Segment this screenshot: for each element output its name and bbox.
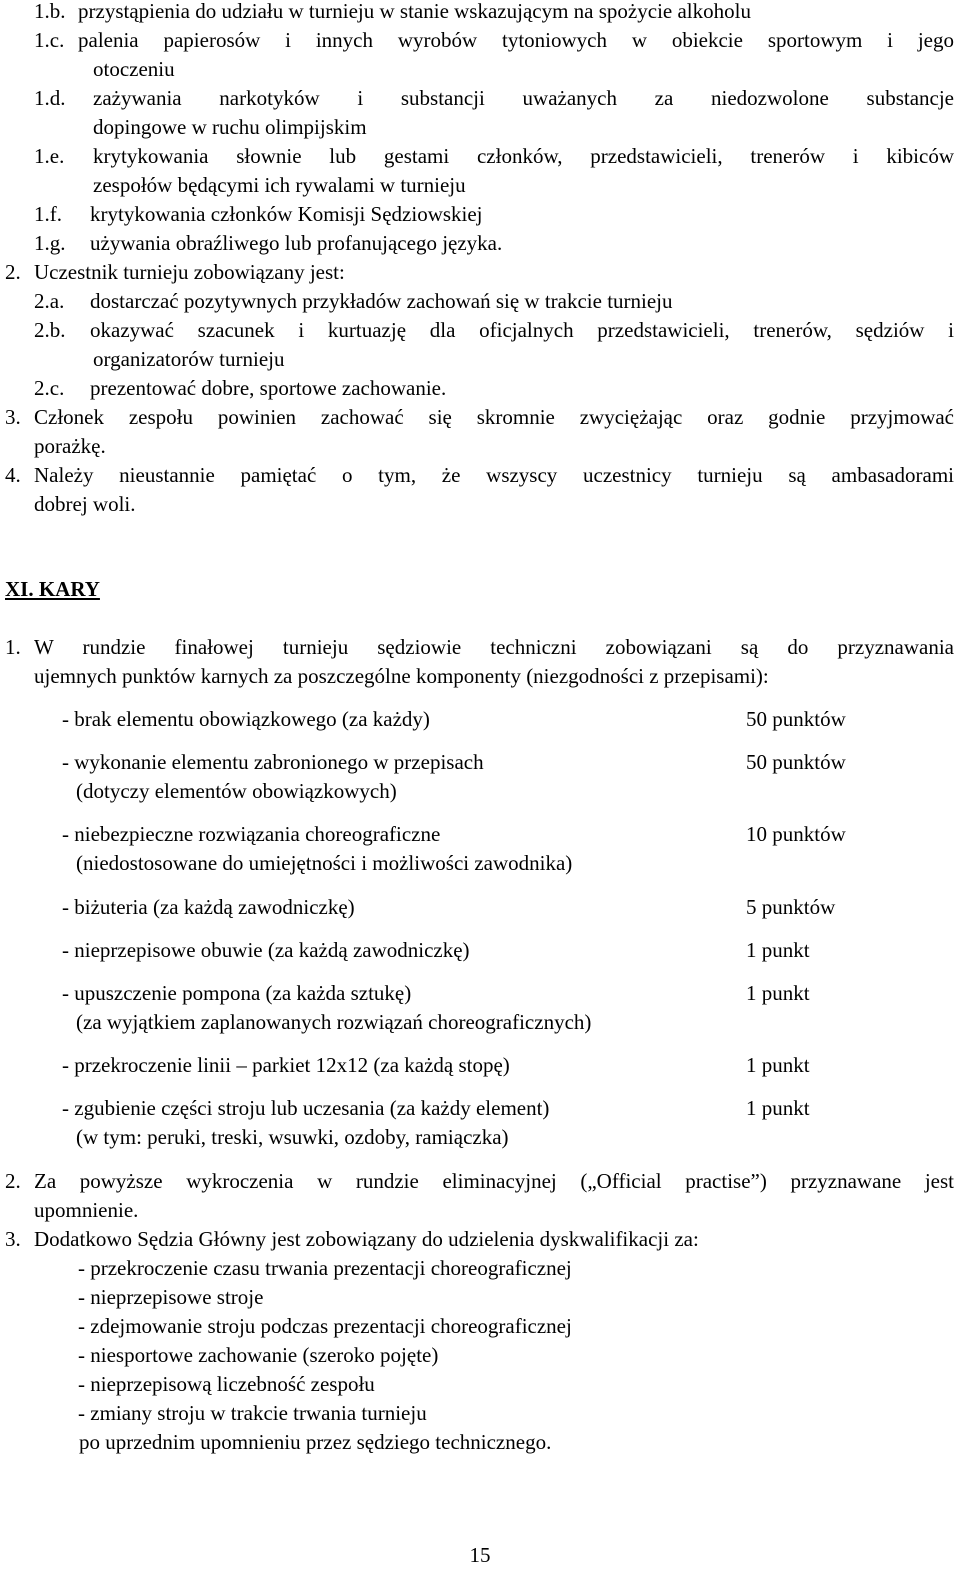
penalty-note: (niedostosowane do umiejętności i możliwości zawodnika) [76, 851, 573, 875]
penalty-item: - wykonanie elementu zabronionego w przepisach [62, 750, 484, 774]
point-text-continuation: ujemnych punktów karnych za poszczególne komponenty (niezgodności z przepisami): [34, 664, 769, 688]
point-text: Za powyższe wykroczenia w rundzie eliminacyjnej („Official practise”) przyznawane jest [34, 1169, 954, 1193]
penalty-item: - niebezpieczne rozwiązania choreograficzne [62, 822, 441, 846]
point-label: 3. [5, 1227, 21, 1251]
disqualification-item: - zmiany stroju w trakcie trwania turnieju [78, 1401, 427, 1425]
point-label: 4. [5, 463, 21, 487]
item-label: 1.c. [34, 28, 65, 52]
penalty-item: - przekroczenie linii – parkiet 12x12 (za każdą stopę) [62, 1053, 510, 1077]
item-text-continuation: organizatorów turnieju [93, 347, 285, 371]
item-label: 1.b. [34, 0, 66, 23]
penalty-item: - brak elementu obowiązkowego (za każdy) [62, 707, 430, 731]
penalty-note: (w tym: peruki, treski, wsuwki, ozdoby, ramiączka) [76, 1125, 509, 1149]
penalty-note: (dotyczy elementów obowiązkowych) [76, 779, 397, 803]
item-text: przystąpienia do udziału w turnieju w stanie wskazującym na spożycie alkoholu [78, 0, 751, 23]
disqualification-item: - zdejmowanie stroju podczas prezentacji choreograficznej [78, 1314, 572, 1338]
item-text: zażywania narkotyków i substancji uważanych za niedozwolone substancje [93, 86, 954, 110]
penalty-points: 1 punkt [746, 1053, 810, 1077]
point-text: Dodatkowo Sędzia Główny jest zobowiązany do udzielenia dyskwalifikacji za: [34, 1227, 699, 1251]
item-text: okazywać szacunek i kurtuazję dla oficjalnych przedstawicieli, trenerów, sędziów i [90, 318, 954, 342]
item-text: krytykowania słownie lub gestami członków, przedstawicieli, trenerów i kibiców [93, 144, 954, 168]
item-label: 1.g. [34, 231, 66, 255]
point-label: 2. [5, 1169, 21, 1193]
penalty-item: - nieprzepisowe obuwie (za każdą zawodniczkę) [62, 938, 470, 962]
item-text: palenia papierosów i innych wyrobów tytoniowych w obiekcie sportowym i jego [78, 28, 954, 52]
item-text: dostarczać pozytywnych przykładów zachowań się w trakcie turnieju [90, 289, 673, 313]
penalty-points: 50 punktów [746, 750, 846, 774]
penalty-points: 5 punktów [746, 895, 836, 919]
disqualification-item: - przekroczenie czasu trwania prezentacji choreograficznej [78, 1256, 572, 1280]
penalty-points: 1 punkt [746, 938, 810, 962]
item-text: krytykowania członków Komisji Sędziowskiej [90, 202, 483, 226]
point-text: Uczestnik turnieju zobowiązany jest: [34, 260, 345, 284]
item-label: 1.d. [34, 86, 66, 110]
point-text: Należy nieustannie pamiętać o tym, że wszyscy uczestnicy turnieju są ambasadorami [34, 463, 954, 487]
penalty-points: 1 punkt [746, 1096, 810, 1120]
penalty-points: 10 punktów [746, 822, 846, 846]
page-number: 15 [469, 1543, 491, 1567]
item-text-continuation: dopingowe w ruchu olimpijskim [93, 115, 367, 139]
item-label: 1.e. [34, 144, 65, 168]
item-text: używania obraźliwego lub profanującego języka. [90, 231, 503, 255]
item-text: prezentować dobre, sportowe zachowanie. [90, 376, 447, 400]
penalty-item: - upuszczenie pompona (za każda sztukę) [62, 981, 412, 1005]
penalty-points: 50 punktów [746, 707, 846, 731]
disqualification-item: - niesportowe zachowanie (szeroko pojęte) [78, 1343, 439, 1367]
point-text-continuation: upomnienie. [34, 1198, 139, 1222]
point-label: 3. [5, 405, 21, 429]
point-label: 1. [5, 635, 21, 659]
point-label: 2. [5, 260, 21, 284]
item-text-continuation: otoczeniu [93, 57, 175, 81]
item-label: 2.a. [34, 289, 65, 313]
item-label: 2.c. [34, 376, 65, 400]
penalty-item: - zgubienie części stroju lub uczesania (za każdy element) [62, 1096, 550, 1120]
penalty-note: (za wyjątkiem zaplanowanych rozwiązań choreograficznych) [76, 1010, 592, 1034]
penalty-item: - biżuteria (za każdą zawodniczkę) [62, 895, 355, 919]
closing-note: po uprzednim upomnieniu przez sędziego technicznego. [79, 1430, 552, 1454]
section-heading: XI. KARY [5, 577, 100, 601]
disqualification-item: - nieprzepisowe stroje [78, 1285, 264, 1309]
disqualification-item: - nieprzepisową liczebność zespołu [78, 1372, 375, 1396]
item-label: 2.b. [34, 318, 66, 342]
item-text-continuation: zespołów będącymi ich rywalami w turnieju [93, 173, 466, 197]
point-text-continuation: dobrej woli. [34, 492, 136, 516]
point-text-continuation: porażkę. [34, 434, 106, 458]
penalty-points: 1 punkt [746, 981, 810, 1005]
point-text: W rundzie finałowej turnieju sędziowie techniczni zobowiązani są do przyznawania [34, 635, 954, 659]
item-label: 1.f. [34, 202, 62, 226]
point-text: Członek zespołu powinien zachować się skromnie zwyciężając oraz godnie przyjmować [34, 405, 954, 429]
